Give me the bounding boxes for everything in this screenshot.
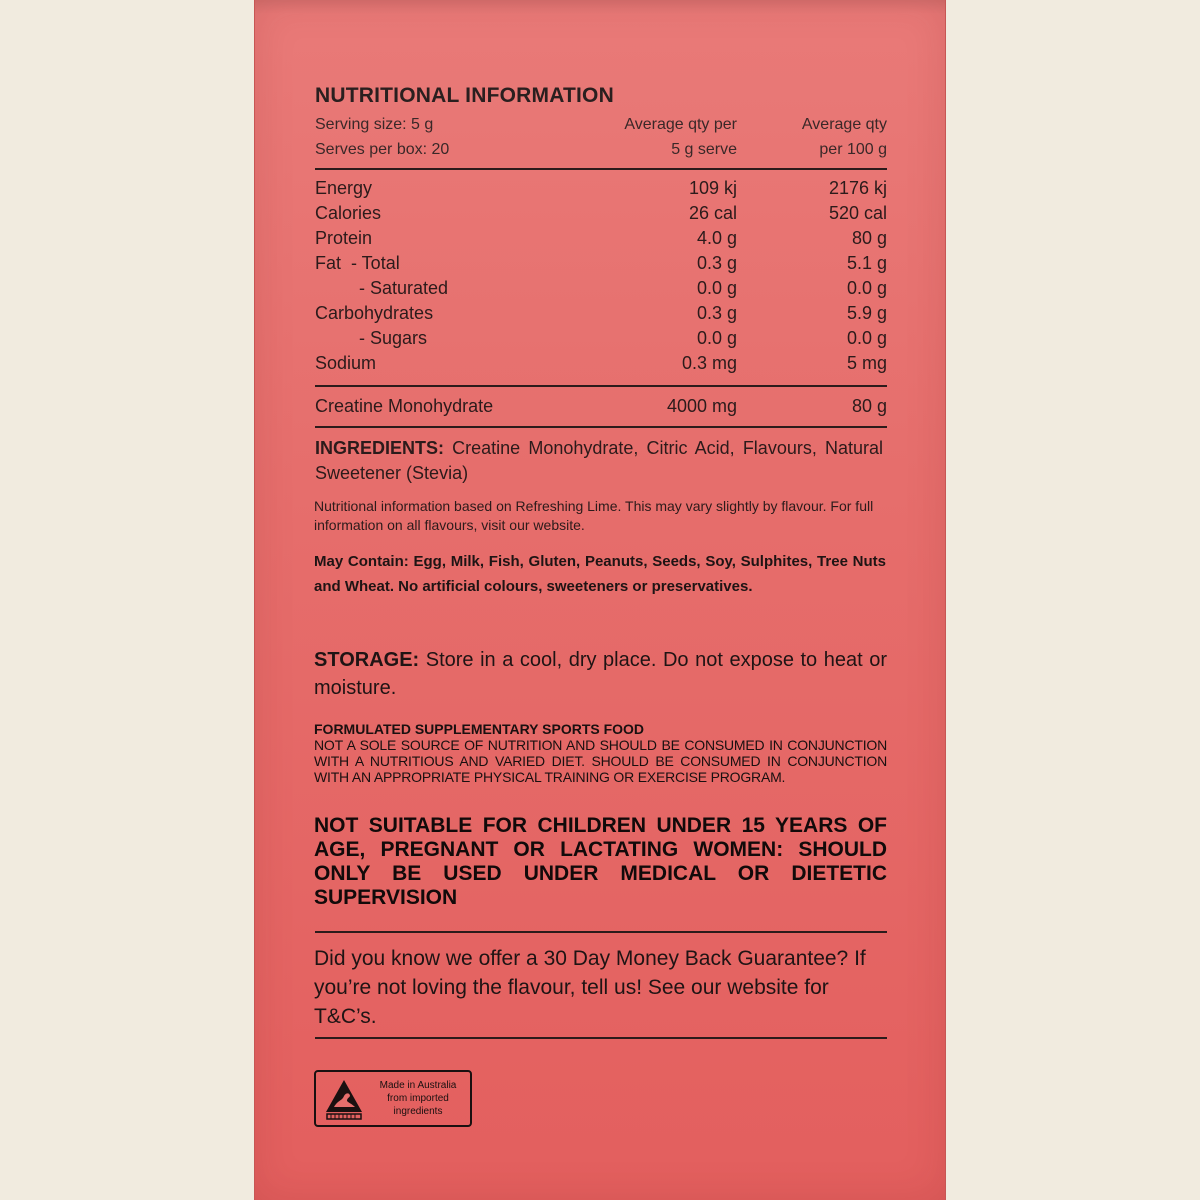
nutrient-per-100g: 80 g [851, 228, 887, 248]
nutrient-name: Fat - Total [315, 253, 400, 273]
australia-kangaroo-triangle-icon [320, 1074, 368, 1124]
guarantee-divider-bottom [315, 1037, 887, 1039]
nutrient-per-100g: 2176 kj [828, 178, 887, 198]
nutrient-per-serve: 109 kj [688, 178, 737, 198]
badge-line-3: ingredients [393, 1106, 443, 1117]
nutrient-per-serve: 0.3 g [696, 253, 737, 273]
serving-header-row-1 [315, 116, 887, 134]
serving-size: Serving size: 5 g [315, 116, 434, 133]
nutrition-title: NUTRITIONAL INFORMATION [315, 84, 614, 107]
nutrient-per-100g: 0.0 g [846, 278, 887, 298]
ingredients-block [315, 436, 883, 486]
creatine-row [315, 396, 887, 417]
badge-text [368, 1079, 468, 1118]
nutrition-row [315, 253, 887, 274]
nutrient-name: Calories [315, 203, 382, 223]
guarantee-text: Did you know we offer a 30 Day Money Back Guarantee? If you’re not loving the flavour, tell us! See our website for T&C’s. [314, 947, 866, 1028]
nutrient-per-serve: 26 cal [688, 203, 737, 223]
nutrition-row [315, 328, 887, 349]
suitability-warning: NOT SUITABLE FOR CHILDREN UNDER 15 YEARS OF AGE, PREGNANT OR LACTATING WOMEN: SHOULD ONLY BE USED UNDER MEDICAL OR DIETETIC SUPERVISION [314, 814, 887, 909]
nutrition-row [315, 303, 887, 324]
product-box-back-panel [254, 0, 946, 1200]
ingredients-label: INGREDIENTS: [315, 438, 445, 458]
nutrient-per-100g: 520 cal [828, 203, 887, 223]
serves-per-box: Serves per box: 20 [315, 141, 450, 158]
nutrient-per-serve: 4.0 g [696, 228, 737, 248]
nutrient-name: - Sugars [359, 328, 428, 348]
badge-line-2: from imported [387, 1093, 449, 1104]
nutrition-row [315, 353, 887, 374]
nutrient-name: - Saturated [359, 278, 449, 298]
col-serve-header-line2: 5 g serve [671, 141, 737, 158]
nutrient-name: Carbohydrates [315, 303, 434, 323]
serving-header-row-2 [315, 141, 887, 159]
creatine-per-100g: 80 g [851, 396, 887, 416]
nutrient-per-100g: 5.1 g [846, 253, 887, 273]
table-divider-creatine [315, 385, 887, 387]
nutrient-per-100g: 5.9 g [846, 303, 887, 323]
nutrition-row [315, 278, 887, 299]
flavour-note: Nutritional information based on Refreshing Lime. This may vary slightly by flavour. For full information on all flavours, visit our website. [314, 498, 874, 533]
ingredients-text: Creatine Monohydrate, Citric Acid, Flavours, Natural Sweetener (Stevia) [315, 438, 883, 483]
nutrition-row [315, 228, 887, 249]
nutrient-name: Sodium [315, 353, 377, 373]
col-100g-header-line1: Average qty [801, 116, 887, 133]
nutrient-name: Protein [315, 228, 373, 248]
table-divider-bottom [315, 426, 887, 428]
nutrient-per-serve: 0.3 mg [681, 353, 737, 373]
guarantee-divider-top [315, 931, 887, 933]
fssf-title: FORMULATED SUPPLEMENTARY SPORTS FOOD [314, 721, 645, 737]
storage-text: Store in a cool, dry place. Do not expose to heat or moisture. [314, 649, 887, 699]
nutrient-per-serve: 0.0 g [696, 278, 737, 298]
creatine-name: Creatine Monohydrate [315, 396, 494, 416]
nutrient-per-serve: 0.0 g [696, 328, 737, 348]
nutrient-per-serve: 0.3 g [696, 303, 737, 323]
nutrient-per-100g: 5 mg [846, 353, 887, 373]
fssf-body: NOT A SOLE SOURCE OF NUTRITION AND SHOULD BE CONSUMED IN CONJUNCTION WITH A NUTRITIOUS AND VARIED DIET. SHOULD BE CONSUMED IN CONJUNCTION WITH AN APPROPRIATE PHYSICAL TRAINING OR EXERCISE PROGRAM. [314, 737, 887, 785]
col-serve-header-line1: Average qty per [624, 116, 737, 133]
nutrient-per-100g: 0.0 g [846, 328, 887, 348]
badge-line-1: Made in Australia [379, 1080, 457, 1091]
storage-label: STORAGE: [314, 649, 420, 671]
made-in-australia-badge [314, 1070, 472, 1127]
nutrient-name: Energy [315, 178, 373, 198]
nutrition-row [315, 203, 887, 224]
creatine-per-serve: 4000 mg [666, 396, 737, 416]
table-divider-top [315, 168, 887, 170]
allergen-statement: May Contain: Egg, Milk, Fish, Gluten, Peanuts, Seeds, Soy, Sulphites, Tree Nuts and Wheat. No artificial colours, sweeteners or preservatives. [314, 553, 886, 595]
storage-block [314, 646, 887, 702]
col-100g-header-line2: per 100 g [819, 141, 887, 158]
nutrition-row [315, 178, 887, 199]
